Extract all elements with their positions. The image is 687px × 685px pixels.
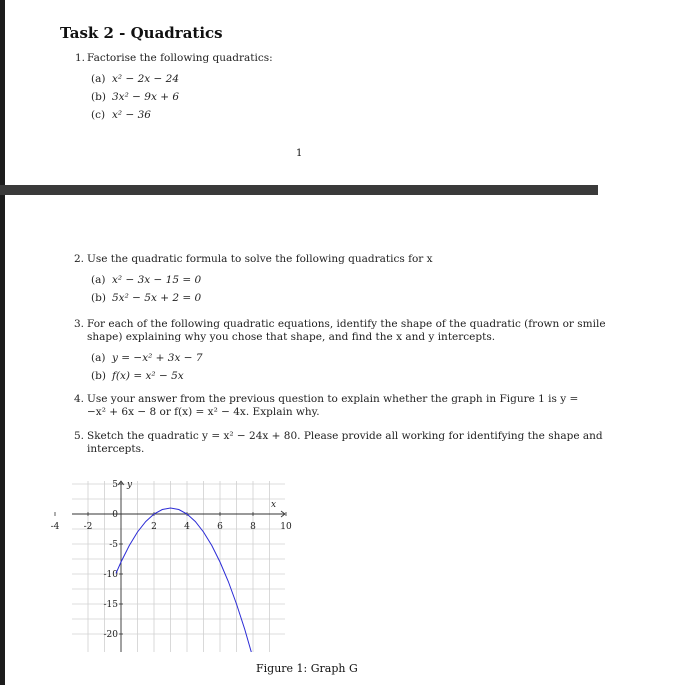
q2b-label: (b) bbox=[91, 292, 106, 304]
page-number: 1 bbox=[296, 148, 303, 159]
y-tick-label: 0 bbox=[112, 510, 118, 520]
x-tick-label: 10 bbox=[280, 522, 292, 532]
q1a-label: (a) bbox=[91, 73, 106, 85]
q1b-expression: 3x² − 9x + 6 bbox=[112, 91, 180, 103]
y-tick-label: -15 bbox=[103, 600, 118, 610]
q3-number: 3. bbox=[74, 318, 85, 330]
q5-text-line1: Sketch the quadratic y = x² − 24x + 80. Please provide all working for identifying the shape and bbox=[87, 430, 603, 442]
q2-number: 2. bbox=[74, 253, 85, 265]
q2a-expression: x² − 3x − 15 = 0 bbox=[112, 274, 202, 286]
page-title: Task 2 - Quadratics bbox=[60, 24, 223, 42]
q2-text: Use the quadratic formula to solve the following quadratics for x bbox=[87, 253, 433, 265]
x-axis-label: x bbox=[271, 500, 277, 510]
y-tick-label: -10 bbox=[103, 570, 118, 580]
q3a-label: (a) bbox=[91, 352, 106, 364]
y-tick-label: -5 bbox=[109, 540, 118, 550]
q1c-expression: x² − 36 bbox=[112, 109, 151, 121]
page-separator bbox=[0, 185, 598, 195]
q1b-label: (b) bbox=[91, 91, 106, 103]
x-tick-label: 6 bbox=[217, 522, 223, 532]
q1-text: Factorise the following quadratics: bbox=[87, 52, 273, 64]
x-tick-label: -2 bbox=[83, 522, 93, 532]
q3b-expression: f(x) = x² − 5x bbox=[112, 370, 184, 382]
q5-number: 5. bbox=[74, 430, 85, 442]
page-left-border bbox=[0, 0, 5, 685]
q3b-label: (b) bbox=[91, 370, 106, 382]
q5-text-line2: intercepts. bbox=[87, 443, 145, 455]
x-tick-label: 2 bbox=[151, 522, 157, 532]
q2b-expression: 5x² − 5x + 2 = 0 bbox=[112, 292, 202, 304]
q1a-expression: x² − 2x − 24 bbox=[112, 73, 180, 85]
q3-text-line1: For each of the following quadratic equations, identify the shape of the quadratic (frown or smile bbox=[87, 318, 606, 330]
figure-caption: Figure 1: Graph G bbox=[256, 662, 358, 675]
q1-number: 1. bbox=[75, 52, 86, 64]
x-tick-label: 8 bbox=[250, 522, 256, 532]
y-tick-label: 5 bbox=[112, 480, 118, 490]
x-tick-label: 4 bbox=[184, 522, 190, 532]
q3-text-line2: shape) explaining why you chose that shape, and find the x and y intercepts. bbox=[87, 331, 496, 343]
q4-text-line1: Use your answer from the previous question to explain whether the graph in Figure 1 is y = bbox=[87, 393, 579, 405]
y-tick-label: -20 bbox=[103, 630, 118, 640]
y-axis-label: y bbox=[127, 480, 133, 490]
q4-text-line2: −x² + 6x − 8 or f(x) = x² − 4x. Explain why. bbox=[87, 406, 320, 418]
q2a-label: (a) bbox=[91, 274, 106, 286]
x-tick-label: -4 bbox=[50, 522, 60, 532]
q4-number: 4. bbox=[74, 393, 85, 405]
graph-g-chart bbox=[50, 470, 305, 660]
q1c-label: (c) bbox=[91, 109, 106, 121]
q3a-expression: y = −x² + 3x − 7 bbox=[112, 352, 203, 364]
